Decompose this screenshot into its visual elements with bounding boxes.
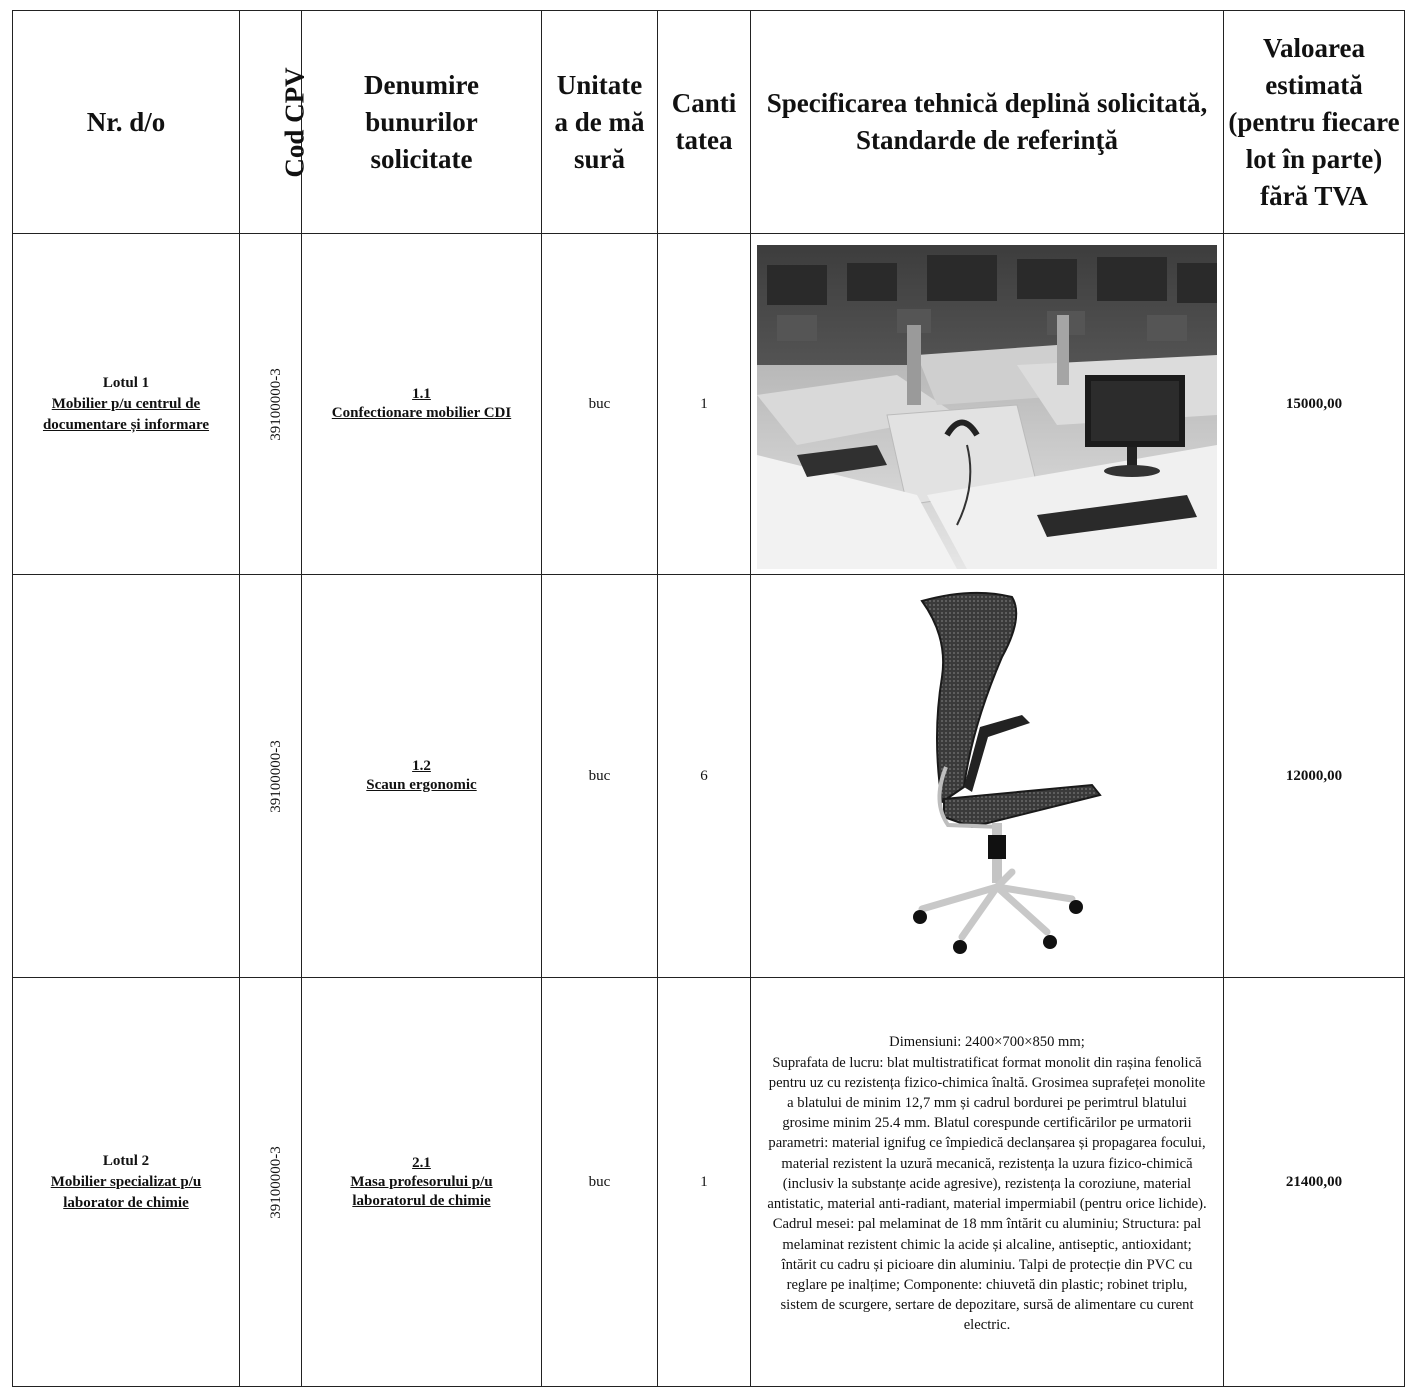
header-row — [13, 11, 1405, 234]
ergonomic-mesh-chair-image — [852, 587, 1122, 971]
cpv-cell — [240, 234, 302, 575]
spec-text: Dimensiuni: 2400×700×850 mm; Suprafata de lucru: blat multistratificat format monolit din rașina fenolică pentru uz cu rezistența fizico-chimica înaltă. Grosimea suprafeței monolite a blatului de minim 12,7 mm și cadrul bordurei pe perimtrul blatului grosime minim 25.4 mm. Blatul corespunde certificărilor pe urmatorii parametri: material ignifug ce împiedică declanșarea și propagarea focului, material rezistent la uzură mecanică, rezistența la uzura fizico-chimică (inclusiv la substanțe acide agresive), rezistența la coroziune, material antistatic, material anti-radiant, material impermiabil (pentru orice lichide). Cadrul mesei: pal melaminat de 18 mm întărit cu aluminiu; Structura: pal melaminat rezistent chimic la acide și alcaline, antiseptic, antioxidant; întărit cu cadru și picioare din aluminiu. Talpi de protecție din PVC cu reglare pe inalțime; Componente: chiuvetă din plastic; robinet triplu, sistem de scurgere, sertare de depozitare, sursă de alimentare cu curent electric. — [767, 1034, 1207, 1334]
lot-title: Lotul 2 — [102, 1152, 150, 1169]
item-name: Confectionare mobilier CDI — [331, 405, 512, 421]
value-cell: 15000,00 — [1224, 234, 1405, 575]
unit-cell: buc — [542, 234, 658, 575]
quantity-cell: 1 — [658, 978, 751, 1387]
unit-cell: buc — [542, 978, 658, 1387]
lot-cell — [13, 234, 240, 575]
unit-cell: buc — [542, 575, 658, 978]
item-name: Masa profesorului p/u laboratorul de chimie — [350, 1173, 493, 1209]
lot-name: Mobilier p/u centrul de documentare și informare — [42, 395, 210, 433]
header-cantitatea: Cantitatea — [658, 11, 751, 234]
item-cell — [302, 978, 542, 1387]
lot-title: Lotul 1 — [102, 374, 150, 391]
header-cpv: Cod CPV — [240, 11, 302, 234]
header-denumire: Denumire bunurilor solicitate — [302, 11, 542, 234]
quantity-cell: 1 — [658, 234, 751, 575]
cpv-cell — [240, 978, 302, 1387]
lot-cell — [13, 575, 240, 978]
item-cell — [302, 234, 542, 575]
table-row — [13, 978, 1405, 1387]
header-unitate: Unitatea de măsură — [542, 11, 658, 234]
header-specificare: Specificarea tehnică deplină solicitată, Standarde de referinţă — [751, 11, 1224, 234]
item-number: 2.1 — [412, 1154, 431, 1171]
specifications-table — [12, 10, 1405, 1387]
lot-name: Mobilier specializat p/u laborator de chimie — [50, 1173, 202, 1211]
item-number: 1.1 — [412, 386, 431, 402]
table-row — [13, 234, 1405, 575]
value-cell: 21400,00 — [1224, 978, 1405, 1387]
cpv-code: 39100000-3 — [267, 740, 284, 813]
item-cell — [302, 575, 542, 978]
cpv-cell — [240, 575, 302, 978]
office-computer-lab-image — [757, 245, 1217, 569]
item-name: Scaun ergonomic — [366, 777, 477, 793]
spec-cell — [751, 234, 1224, 575]
spec-cell — [751, 575, 1224, 978]
cpv-code: 39100000-3 — [267, 1146, 284, 1219]
lot-cell — [13, 978, 240, 1387]
quantity-cell: 6 — [658, 575, 751, 978]
cpv-code: 39100000-3 — [267, 368, 284, 441]
spec-cell — [751, 978, 1224, 1387]
value-cell: 12000,00 — [1224, 575, 1405, 978]
header-valoarea: Valoarea estimată (pentru fiecare lot în parte) fără TVA — [1224, 11, 1405, 234]
table-row — [13, 575, 1405, 978]
header-nr: Nr. d/o — [13, 11, 240, 234]
item-number: 1.2 — [412, 758, 431, 774]
